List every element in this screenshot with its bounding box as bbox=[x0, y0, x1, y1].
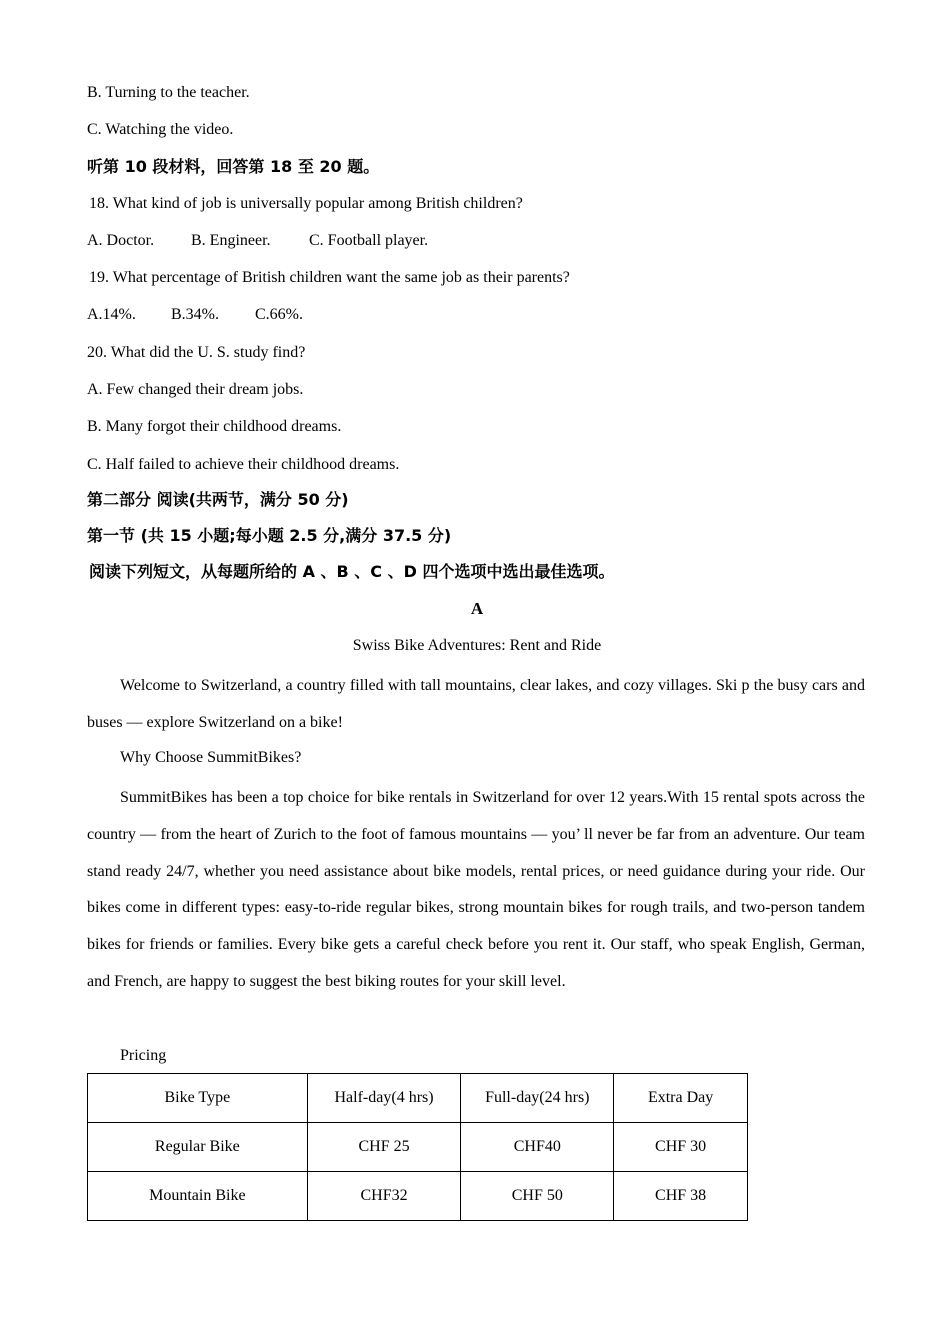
cell-half-day: CHF32 bbox=[307, 1172, 461, 1221]
cell-full-day: CHF40 bbox=[461, 1123, 614, 1172]
paragraph-welcome: Welcome to Switzerland, a country filled with tall mountains, clear lakes, and cozy villages. Ski p the busy cars and buses — explore Switzerland on a bike! bbox=[87, 677, 865, 731]
reading-section-heading: 第一节 (共 15 小题;每小题 2.5 分,满分 37.5 分) bbox=[87, 526, 452, 545]
table-row bbox=[88, 1123, 748, 1172]
cell-bike-type: Regular Bike bbox=[88, 1123, 308, 1172]
passage-letter: A bbox=[470, 599, 484, 618]
q19-option-b: B.34%. bbox=[171, 306, 219, 323]
cell-extra-day: CHF 30 bbox=[614, 1123, 748, 1172]
subheading-why-choose: Why Choose SummitBikes? bbox=[120, 749, 302, 766]
q20-question: 20. What did the U. S. study find? bbox=[87, 344, 306, 361]
q20-option-b: B. Many forgot their childhood dreams. bbox=[87, 418, 342, 435]
reading-instruction: 阅读下列短文，从每题所给的 A 、B 、C 、D 四个选项中选出最佳选项。 bbox=[89, 562, 615, 581]
header-extra-day: Extra Day bbox=[614, 1074, 748, 1123]
q18-question: 18. What kind of job is universally popular among British children? bbox=[89, 195, 523, 212]
q17-option-c: C. Watching the video. bbox=[87, 121, 234, 138]
subheading-pricing: Pricing bbox=[120, 1047, 167, 1064]
paragraph-summitbikes: SummitBikes has been a top choice for bike rentals in Switzerland for over 12 years.With 15 rental spots across the country — from the heart of Zurich to the foot of famous mountains — you’ ll never be far from an adventure. Our team stand ready 24/7, whether you need assistance about bike models, rental prices, or need guidance during your ride. Our bikes come in different types: easy-to-ride regular bikes, strong mountain bikes for rough trails, and two-person tandem bikes for friends or families. Every bike gets a careful check before you rent it. Our staff, who speak English, German, and French, are happy to suggest the best biking routes for your skill level. bbox=[87, 789, 865, 990]
q18-option-a: A. Doctor. bbox=[87, 232, 155, 249]
header-bike-type: Bike Type bbox=[88, 1074, 308, 1123]
section10-heading: 听第 10 段材料，回答第 18 至 20 题。 bbox=[87, 157, 380, 176]
cell-half-day: CHF 25 bbox=[307, 1123, 461, 1172]
cell-bike-type: Mountain Bike bbox=[88, 1172, 308, 1221]
cell-extra-day: CHF 38 bbox=[614, 1172, 748, 1221]
q18-option-c: C. Football player. bbox=[309, 232, 429, 249]
pricing-table bbox=[87, 1073, 748, 1221]
pricing-header-row bbox=[88, 1074, 748, 1123]
cell-full-day: CHF 50 bbox=[461, 1172, 614, 1221]
q19-option-a: A.14%. bbox=[87, 306, 136, 323]
q19-option-c: C.66%. bbox=[255, 306, 303, 323]
q18-options bbox=[87, 231, 428, 251]
q20-option-c: C. Half failed to achieve their childhood dreams. bbox=[87, 456, 400, 473]
passage-title: Swiss Bike Adventures: Rent and Ride bbox=[352, 637, 602, 654]
q17-option-b: B. Turning to the teacher. bbox=[87, 84, 250, 101]
q20-option-a: A. Few changed their dream jobs. bbox=[87, 381, 304, 398]
q18-option-b: B. Engineer. bbox=[191, 232, 271, 249]
reading-part-heading: 第二部分 阅读(共两节，满分 50 分) bbox=[87, 490, 349, 509]
table-row bbox=[88, 1172, 748, 1221]
header-full-day: Full-day(24 hrs) bbox=[461, 1074, 614, 1123]
q19-question: 19. What percentage of British children want the same job as their parents? bbox=[89, 269, 570, 286]
header-half-day: Half-day(4 hrs) bbox=[307, 1074, 461, 1123]
q19-options bbox=[87, 305, 303, 325]
